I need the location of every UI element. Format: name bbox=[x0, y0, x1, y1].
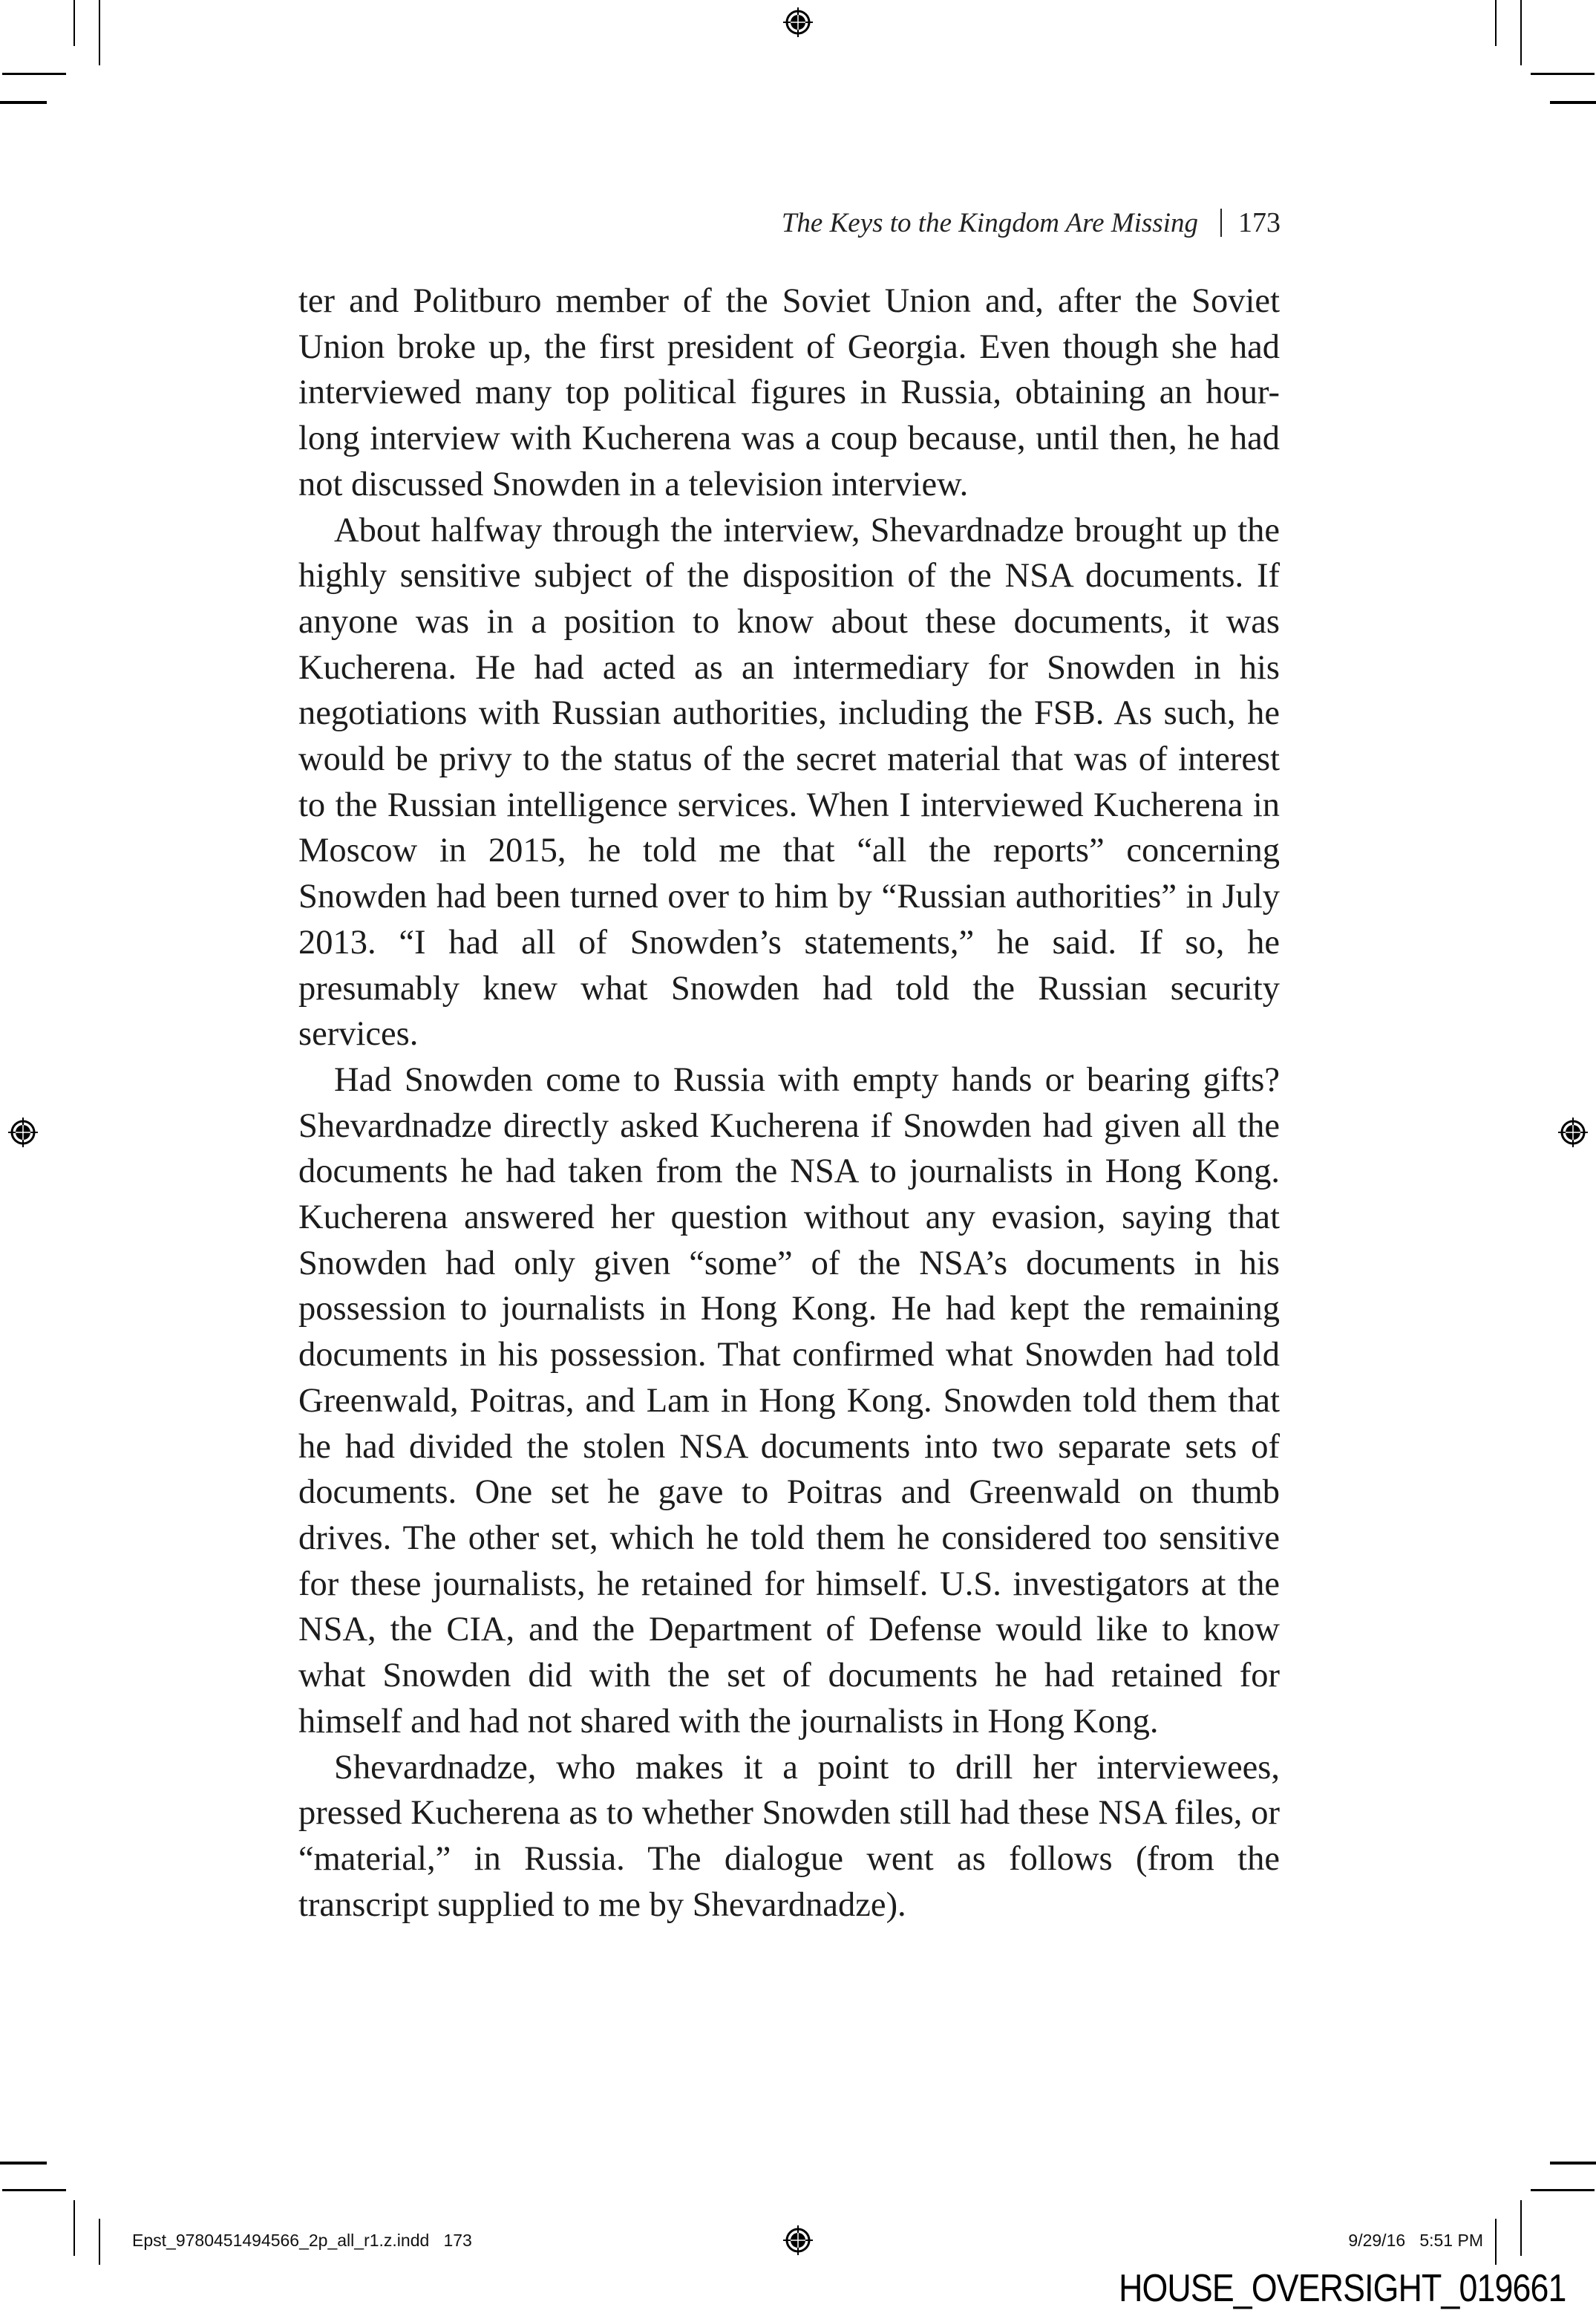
crop-mark bbox=[1550, 101, 1596, 104]
crop-mark bbox=[0, 2162, 47, 2165]
crop-mark bbox=[1520, 2200, 1522, 2256]
paragraph: About halfway through the interview, Shevardnadze brought up the highly sensitive subject of the disposition of the NSA documents. If anyone was in a position to know about these documents, it was Kucherena. He had acted as an intermediary for Snowden in his negotiations with Russian authorities, including the FSB. As such, he would be privy to the status of the secret material that was of interest to the Russian intelligence services. When I interviewed Kucherena in Moscow in 2015, he told me that “all the reports” concerning Snowden had been turned over to him by “Russian authorities” in July 2013. “I had all of Snowden’s statements,” he said. If so, he presumably knew what Snowden had told the Russian security services. bbox=[298, 511, 1280, 1054]
paragraph: ter and Politburo member of the Soviet Union and, after the Soviet Union broke up, the first president of Georgia. Even though she had interviewed many top political figures in Russia, obtaining an hour-long interview with Kucherena was a coup because, until then, he had not discussed Snowden in a television interview. bbox=[298, 282, 1280, 503]
crop-mark bbox=[0, 101, 47, 104]
page-number: 173 bbox=[1238, 207, 1281, 238]
crop-mark bbox=[1531, 73, 1595, 75]
paragraph: Had Snowden come to Russia with empty hands or bearing gifts? Shevardnadze directly asked Kucherena if Snowden had given all the documents he had taken from the NSA to journalists in Hong Kong. Kucherena answered her question without any evasion, saying that Snowden had only given “some” of the NSA’s documents in his possession to journalists in Hong Kong. He had kept the remaining documents in his possession. That confirmed what Snowden had told Greenwald, Poitras, and Lam in Hong Kong. Snowden told them that he had divided the stolen NSA documents into two separate sets of documents. One set he gave to Poitras and Greenwald on thumb drives. The other set, which he told them he considered too sensitive for these journalists, he retained for himself. U.S. investigators at the NSA, the CIA, and the Department of Defense would like to know what Snowden did with the set of documents he had retained for himself and had not shared with the journalists in Hong Kong. bbox=[298, 1060, 1280, 1741]
registration-mark-icon bbox=[1557, 1116, 1589, 1149]
registration-mark-icon bbox=[782, 2224, 814, 2257]
bates-number: HOUSE_OVERSIGHT_019661 bbox=[1119, 2267, 1566, 2310]
crop-mark bbox=[1550, 2162, 1596, 2165]
crop-mark bbox=[73, 0, 75, 46]
crop-mark bbox=[1495, 0, 1497, 46]
slug-file-name: Epst_9780451494566_2p_all_r1.z.indd 173 bbox=[132, 2231, 472, 2250]
chapter-title: The Keys to the Kingdom Are Missing bbox=[781, 207, 1198, 238]
slug-timestamp: 9/29/16 5:51 PM bbox=[1348, 2231, 1483, 2250]
crop-mark bbox=[73, 2200, 75, 2256]
crop-mark bbox=[99, 2219, 100, 2265]
registration-mark-icon bbox=[782, 6, 814, 39]
crop-mark bbox=[99, 0, 100, 65]
crop-mark bbox=[2, 2189, 66, 2191]
divider bbox=[1220, 209, 1222, 237]
body-text bbox=[298, 278, 1280, 1928]
running-head bbox=[782, 206, 1281, 239]
crop-mark bbox=[1520, 0, 1522, 65]
crop-mark bbox=[1531, 2189, 1595, 2191]
crop-mark bbox=[2, 73, 66, 75]
paragraph: Shevardnadze, who makes it a point to drill her interviewees, pressed Kucherena as to whether Snowden still had these NSA files, or “material,” in Russia. The dialogue went as follows (from the transcript supplied to me by Shevardnadze). bbox=[298, 1748, 1280, 1924]
registration-mark-icon bbox=[7, 1116, 39, 1149]
crop-mark bbox=[1495, 2219, 1497, 2265]
